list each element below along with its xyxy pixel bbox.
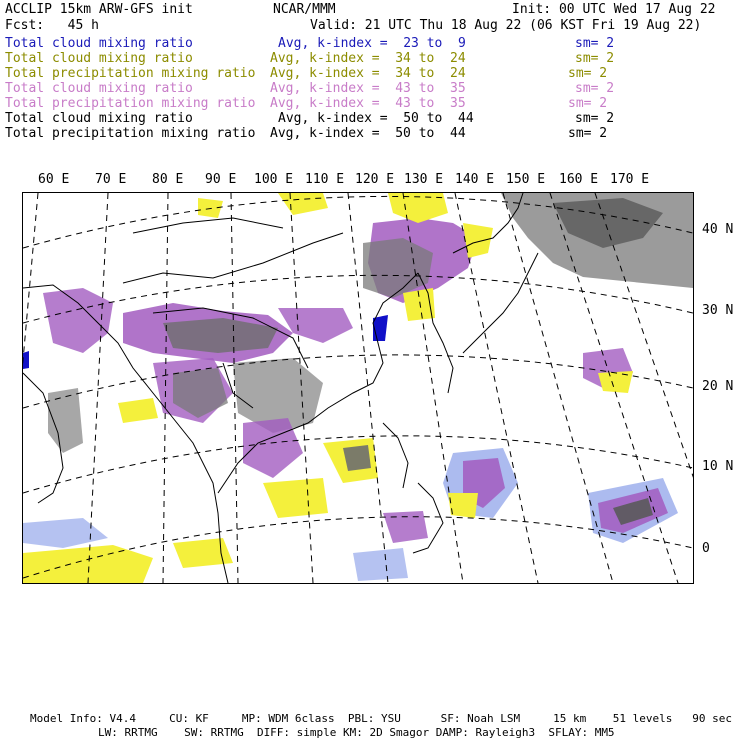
cloud-purple-region [383,511,428,543]
border-line [133,218,283,233]
cloud-blue-region [353,548,408,581]
lat-label: 0 [702,541,710,556]
model-title: ACCLIP 15km ARW-GFS init [5,2,193,17]
cloud-yellow-region [598,371,633,393]
meridian-line [455,193,538,583]
cloud-yellow-region [278,193,328,215]
lon-label: 110 E [305,172,345,187]
cloud-gray-region [343,445,371,471]
model-info-line2: LW: RRTMG SW: RRTMG DIFF: simple KM: 2D Smagor DAMP: Rayleigh3 SFLAY: MM5 [98,726,615,739]
cloud-navy-region [23,351,29,369]
legend-sm: sm= 2 [575,36,615,51]
legend-avg: Avg, k-index = 34 to 24 [270,66,466,81]
lon-label: 160 E [559,172,599,187]
cloud-yellow-region [448,493,478,518]
border-line [123,233,343,283]
cloud-yellow-region [173,538,233,568]
legend-field: Total cloud mixing ratio [5,36,193,51]
lat-label: 30 N [702,303,734,318]
lon-label: 90 E [205,172,237,187]
cloud-yellow-region [23,545,153,583]
lon-label: 140 E [455,172,495,187]
lat-label: 20 N [702,379,734,394]
lon-label: 70 E [95,172,127,187]
legend-sm: sm= 2 [568,126,608,141]
coastline [383,423,408,488]
field-overlays [23,193,693,583]
lat-label: 10 N [702,459,734,474]
legend-avg: Avg, k-index = 50 to 44 [278,111,474,126]
lon-label: 120 E [355,172,395,187]
map-canvas [23,193,693,583]
legend-avg: Avg, k-index = 43 to 35 [270,96,466,111]
map-panel [22,192,694,584]
legend-sm: sm= 2 [568,96,608,111]
legend-avg: Avg, k-index = 34 to 24 [270,51,466,66]
lat-label: 40 N [702,222,734,237]
lon-label: 170 E [610,172,650,187]
legend-field: Total precipitation mixing ratio [5,66,256,81]
legend-field: Total cloud mixing ratio [5,51,193,66]
lon-label: 130 E [404,172,444,187]
organization-label: NCAR/MMM [273,2,336,17]
lon-label: 80 E [152,172,184,187]
lon-label: 100 E [254,172,294,187]
legend-sm: sm= 2 [568,66,608,81]
cloud-yellow-region [118,398,158,423]
lon-label: 60 E [38,172,70,187]
legend-sm: sm= 2 [575,111,615,126]
legend-field: Total cloud mixing ratio [5,111,193,126]
legend-field: Total cloud mixing ratio [5,81,193,96]
meridian-line [88,193,108,583]
lon-label: 150 E [506,172,546,187]
model-info-line1: Model Info: V4.4 CU: KF MP: WDM 6class PBL: YSU SF: Noah LSM 15 km 51 levels 90 sec [30,712,732,725]
legend-field: Total precipitation mixing ratio [5,96,256,111]
legend-field: Total precipitation mixing ratio [5,126,256,141]
legend-sm: sm= 2 [575,81,615,96]
legend-sm: sm= 2 [575,51,615,66]
cloud-blue-region [23,518,108,548]
forecast-hour: Fcst: 45 h [5,18,99,33]
legend-avg: Avg, k-index = 50 to 44 [270,126,466,141]
coastline [463,253,538,353]
legend-avg: Avg, k-index = 23 to 9 [278,36,466,51]
cloud-yellow-region [263,478,328,518]
cloud-yellow-region [198,198,223,218]
cloud-yellow-region [463,223,493,258]
init-time: Init: 00 UTC Wed 17 Aug 22 [512,2,716,17]
cloud-purple-region [278,308,353,343]
valid-time: Valid: 21 UTC Thu 18 Aug 22 (06 KST Fri 19 Aug 22) [310,18,702,33]
legend-avg: Avg, k-index = 43 to 35 [270,81,466,96]
